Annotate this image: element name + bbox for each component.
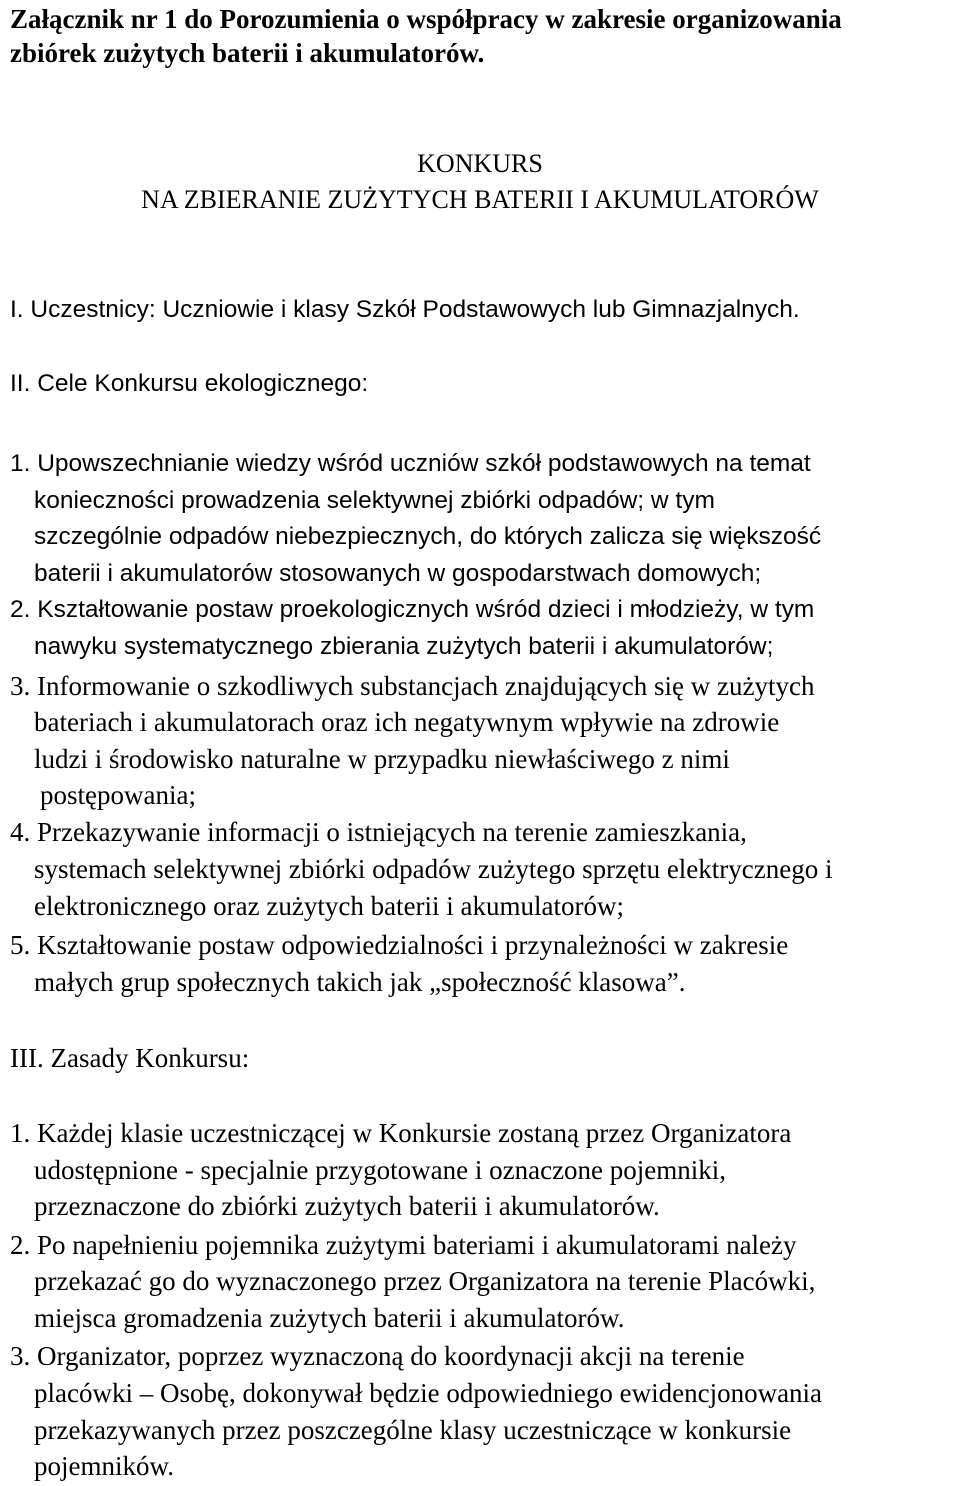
section-3-heading: III. Zasady Konkursu:	[10, 1043, 250, 1073]
section-3-line: udostępnione - specjalnie przygotowane i oznaczone pojemniki,	[34, 1155, 727, 1185]
section-2-line: 1. Upowszechnianie wiedzy wśród uczniów szkół podstawowych na temat	[10, 450, 811, 477]
section-2-line: szczególnie odpadów niebezpiecznych, do których zalicza się większość	[34, 523, 822, 550]
section-3-line: 1. Każdej klasie uczestniczącej w Konkursie zostaną przez Organizatora	[10, 1118, 792, 1148]
section-3-line: 2. Po napełnieniu pojemnika zużytymi bateriami i akumulatorami należy	[10, 1230, 797, 1260]
section-3-line: przekazywanych przez poszczególne klasy uczestniczące w konkursie	[34, 1415, 792, 1445]
section-3-line: pojemników.	[34, 1451, 174, 1481]
section-3-line: przekazać go do wyznaczonego przez Organizatora na terenie Placówki,	[34, 1266, 816, 1296]
section-2-line: bateriach i akumulatorach oraz ich negatywnym wpływie na zdrowie	[34, 707, 780, 737]
section-3-line: przeznaczone do zbiórki zużytych baterii i akumulatorów.	[34, 1191, 660, 1221]
section-3-line: miejsca gromadzenia zużytych baterii i akumulatorów.	[34, 1303, 625, 1333]
section-2-line: nawyku systematycznego zbierania zużytych baterii i akumulatorów;	[34, 633, 774, 660]
header-line-2: zbiórek zużytych baterii i akumulatorów.	[10, 38, 485, 68]
section-1-participants: I. Uczestnicy: Uczniowie i klasy Szkół Podstawowych lub Gimnazjalnych.	[10, 296, 800, 323]
section-2-line: 3. Informowanie o szkodliwych substancjach znajdujących się w zużytych	[10, 671, 815, 701]
section-2-line: 4. Przekazywanie informacji o istniejących na terenie zamieszkania,	[10, 817, 747, 847]
section-3-line: placówki – Osobę, dokonywał będzie odpowiedniego ewidencjonowania	[34, 1378, 823, 1408]
section-3-line: 3. Organizator, poprzez wyznaczoną do koordynacji akcji na terenie	[10, 1341, 745, 1371]
section-2-line: 5. Kształtowanie postaw odpowiedzialności i przynależności w zakresie	[10, 930, 789, 960]
section-2-line: elektronicznego oraz zużytych baterii i akumulatorów;	[34, 891, 625, 921]
section-2-line: baterii i akumulatorów stosowanych w gospodarstwach domowych;	[34, 560, 762, 587]
section-2-line: systemach selektywnej zbiórki odpadów zużytego sprzętu elektrycznego i	[34, 854, 833, 884]
title-line-2: NA ZBIERANIE ZUŻYTYCH BATERII I AKUMULATORÓW	[141, 185, 819, 214]
title-line-1: KONKURS	[417, 149, 543, 178]
section-2-line: ludzi i środowisko naturalne w przypadku niewłaściwego z nimi	[34, 744, 730, 774]
section-2-line: konieczności prowadzenia selektywnej zbiórki odpadów; w tym	[34, 487, 715, 514]
section-2-line: postępowania;	[40, 780, 196, 810]
header-line-1: Załącznik nr 1 do Porozumienia o współpracy w zakresie organizowania	[10, 4, 842, 34]
section-2-line: 2. Kształtowanie postaw proekologicznych wśród dzieci i młodzieży, w tym	[10, 596, 815, 623]
section-2-heading: II. Cele Konkursu ekologicznego:	[10, 370, 369, 397]
section-2-line: małych grup społecznych takich jak „społeczność klasowa”.	[34, 967, 686, 997]
